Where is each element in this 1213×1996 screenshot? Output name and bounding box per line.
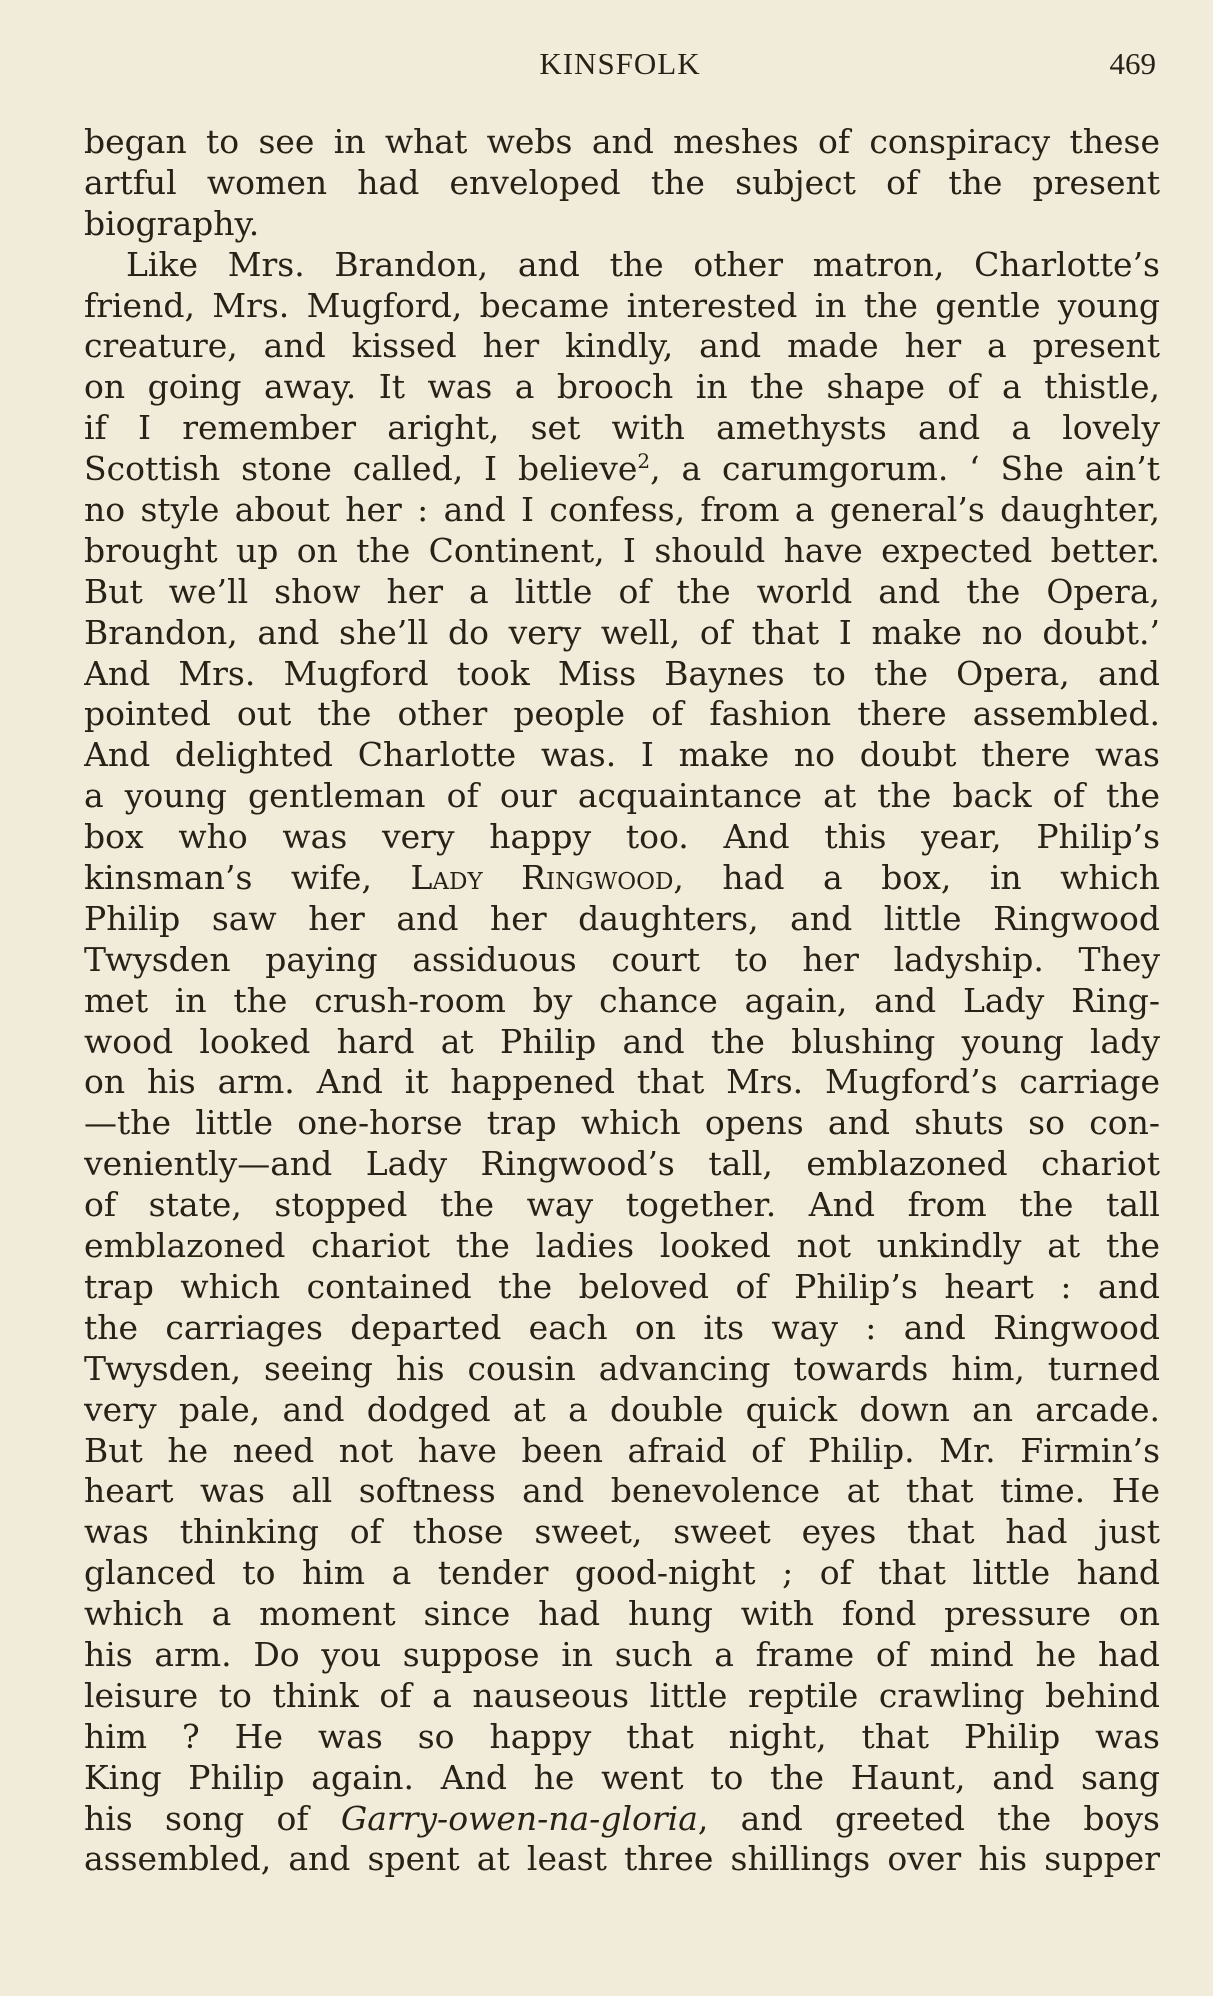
text-line: Brandon, and she’ll do very well, of that I make no doubt.’ (84, 612, 1160, 652)
text-line: met in the crush-room by chance again, and Lady Ring- (84, 980, 1160, 1020)
text-line: assembled, and spent at least three shillings over his supper (84, 1839, 1160, 1879)
text-line (84, 449, 1160, 490)
text-line: creature, and kissed her kindly, and made her a present (84, 326, 1160, 366)
text-line: trap which contained the beloved of Philip’s heart : and (84, 1266, 1160, 1306)
text-line: no style about her : and I confess, from a general’s daughter, (84, 490, 1160, 530)
text-line: emblazoned chariot the ladies looked not unkindly at the (84, 1226, 1160, 1266)
text-line: on his arm. And it happened that Mrs. Mugford’s carriage (84, 1062, 1160, 1102)
text-line: leisure to think of a nauseous little reptile crawling behind (84, 1675, 1160, 1715)
character-name: Lady Ringwood (410, 858, 674, 898)
text-line: box who was very happy too. And this year, Philip’s (84, 817, 1160, 857)
text-line: And delighted Charlotte was. I make no doubt there was (84, 735, 1160, 775)
text-line: on going away. It was a brooch in the shape of a thistle, (84, 367, 1160, 407)
text-segment: , and greeted the boys (697, 1798, 1160, 1838)
text-line (84, 1799, 1160, 1840)
text-line: Like Mrs. Brandon, and the other matron, Charlotte’s (126, 244, 1160, 284)
footnote-ref: 2 (637, 449, 651, 474)
text-line: Philip saw her and her daughters, and little Ringwood (84, 898, 1160, 938)
text-line: Twysden, seeing his cousin advancing towards him, turned (84, 1348, 1160, 1388)
text-line: King Philip again. And he went to the Haunt, and sang (84, 1757, 1160, 1797)
text-segment: Scottish stone called, I believe (84, 449, 638, 489)
text-line: a young gentleman of our acquaintance at the back of the (84, 776, 1160, 816)
text-line: Twysden paying assiduous court to her ladyship. They (84, 939, 1160, 979)
text-line: began to see in what webs and meshes of conspiracy these (84, 122, 1160, 161)
text-line: friend, Mrs. Mugford, became interested in the gentle young (84, 285, 1160, 325)
text-line: —the little one-horse trap which opens and shuts so con- (84, 1103, 1160, 1143)
text-line: And Mrs. Mugford took Miss Baynes to the Opera, and (84, 653, 1160, 693)
text-segment: his song of (84, 1798, 309, 1838)
text-line: heart was all softness and benevolence at that time. He (84, 1471, 1160, 1511)
body-text (84, 122, 1160, 1880)
text-line: very pale, and dodged at a double quick down an arcade. (84, 1389, 1160, 1429)
text-line: of state, stopped the way together. And from the tall (84, 1185, 1160, 1225)
page-number: 469 (1109, 46, 1156, 81)
song-title: Garry-owen-na-gloria (340, 1798, 698, 1838)
running-head: KINSFOLK (539, 46, 701, 81)
text-line: was thinking of those sweet, sweet eyes that had just (84, 1512, 1160, 1552)
text-line: veniently—and Lady Ringwood’s tall, emblazoned chariot (84, 1144, 1160, 1184)
text-line: artful women had enveloped the subject of the present (84, 162, 1160, 202)
text-segment: kinsman’s wife, (84, 858, 372, 898)
text-segment: , had a box, in which (673, 858, 1160, 898)
text-line: the carriages departed each on its way : and Ringwood (84, 1307, 1160, 1347)
text-line: pointed out the other people of fashion there assembled. (84, 694, 1160, 734)
text-line: which a moment since had hung with fond pressure on (84, 1594, 1160, 1634)
page-header (84, 46, 1156, 94)
text-line: brought up on the Continent, I should have expected better. (84, 530, 1160, 570)
text-line: biography. (84, 203, 260, 243)
text-line: But he need not have been afraid of Philip. Mr. Firmin’s (84, 1430, 1160, 1470)
text-segment: , a carumgorum. ‘ She ain’t (650, 449, 1160, 489)
text-line: But we’ll show her a little of the world and the Opera, (84, 571, 1160, 611)
text-line: him ? He was so happy that night, that Philip was (84, 1716, 1160, 1756)
text-line: glanced to him a tender good-night ; of that little hand (84, 1553, 1160, 1593)
text-line: wood looked hard at Philip and the blushing young lady (84, 1021, 1160, 1061)
text-line: if I remember aright, set with amethysts and a lovely (84, 408, 1160, 448)
text-line: his arm. Do you suppose in such a frame of mind he had (84, 1634, 1160, 1674)
text-line (84, 858, 1160, 899)
